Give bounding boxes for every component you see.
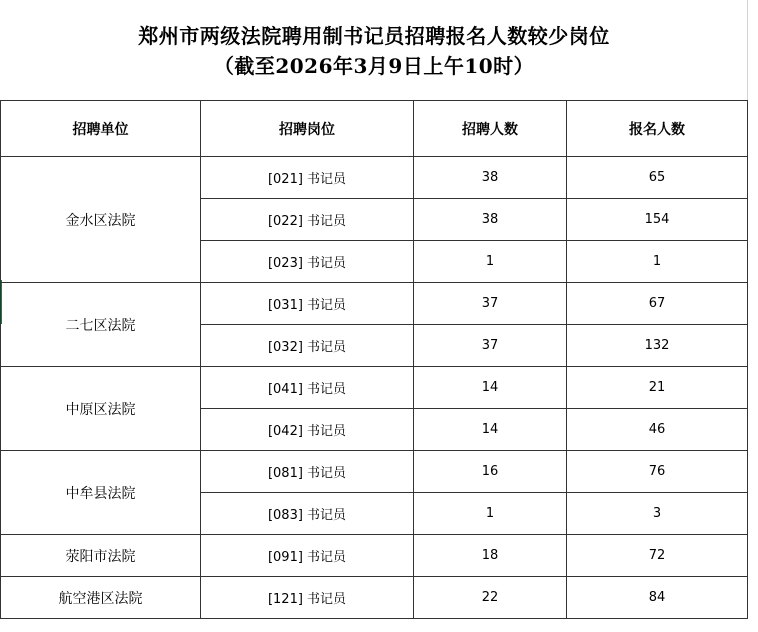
applicants-cell[interactable]: 1	[567, 241, 748, 283]
unit-cell[interactable]: 航空港区法院	[1, 577, 201, 619]
page-title: 郑州市两级法院聘用制书记员招聘报名人数较少岗位	[138, 24, 610, 48]
post-cell[interactable]: [021] 书记员	[201, 157, 414, 199]
page-subtitle: （截至2026年3月9日上午10时）	[213, 54, 535, 78]
post-cell[interactable]: [081] 书记员	[201, 451, 414, 493]
title-area	[0, 0, 748, 100]
applicants-cell[interactable]: 84	[567, 577, 748, 619]
applicants-cell[interactable]: 67	[567, 283, 748, 325]
table-row	[1, 367, 748, 409]
applicants-cell[interactable]: 76	[567, 451, 748, 493]
header-applicants[interactable]: 报名人数	[567, 101, 748, 157]
applicants-cell[interactable]: 154	[567, 199, 748, 241]
applicants-cell[interactable]: 72	[567, 535, 748, 577]
post-cell[interactable]: [031] 书记员	[201, 283, 414, 325]
header-unit[interactable]: 招聘单位	[1, 101, 201, 157]
post-cell[interactable]: [022] 书记员	[201, 199, 414, 241]
applicants-cell[interactable]: 65	[567, 157, 748, 199]
applicants-cell[interactable]: 3	[567, 493, 748, 535]
quota-cell[interactable]: 37	[414, 325, 567, 367]
applicants-cell[interactable]: 132	[567, 325, 748, 367]
quota-cell[interactable]: 16	[414, 451, 567, 493]
quota-cell[interactable]: 14	[414, 367, 567, 409]
table-row	[1, 283, 748, 325]
unit-cell[interactable]: 金水区法院	[1, 157, 201, 283]
applicants-cell[interactable]: 46	[567, 409, 748, 451]
quota-cell[interactable]: 38	[414, 199, 567, 241]
header-post[interactable]: 招聘岗位	[201, 101, 414, 157]
header-quota[interactable]: 招聘人数	[414, 101, 567, 157]
table-row	[1, 577, 748, 619]
recruitment-table	[0, 100, 748, 619]
quota-cell[interactable]: 18	[414, 535, 567, 577]
post-cell[interactable]: [042] 书记员	[201, 409, 414, 451]
table-row	[1, 157, 748, 199]
post-cell[interactable]: [041] 书记员	[201, 367, 414, 409]
quota-cell[interactable]: 37	[414, 283, 567, 325]
quota-cell[interactable]: 1	[414, 241, 567, 283]
quota-cell[interactable]: 22	[414, 577, 567, 619]
unit-cell[interactable]: 中原区法院	[1, 367, 201, 451]
unit-cell[interactable]: 中牟县法院	[1, 451, 201, 535]
unit-cell[interactable]: 二七区法院	[1, 283, 201, 367]
post-cell[interactable]: [091] 书记员	[201, 535, 414, 577]
quota-cell[interactable]: 14	[414, 409, 567, 451]
quota-cell[interactable]: 1	[414, 493, 567, 535]
quota-cell[interactable]: 38	[414, 157, 567, 199]
table-row	[1, 451, 748, 493]
post-cell[interactable]: [083] 书记员	[201, 493, 414, 535]
unit-cell[interactable]: 荥阳市法院	[1, 535, 201, 577]
post-cell[interactable]: [121] 书记员	[201, 577, 414, 619]
post-cell[interactable]: [023] 书记员	[201, 241, 414, 283]
post-cell[interactable]: [032] 书记员	[201, 325, 414, 367]
applicants-cell[interactable]: 21	[567, 367, 748, 409]
table-row	[1, 535, 748, 577]
header-row	[1, 101, 748, 157]
